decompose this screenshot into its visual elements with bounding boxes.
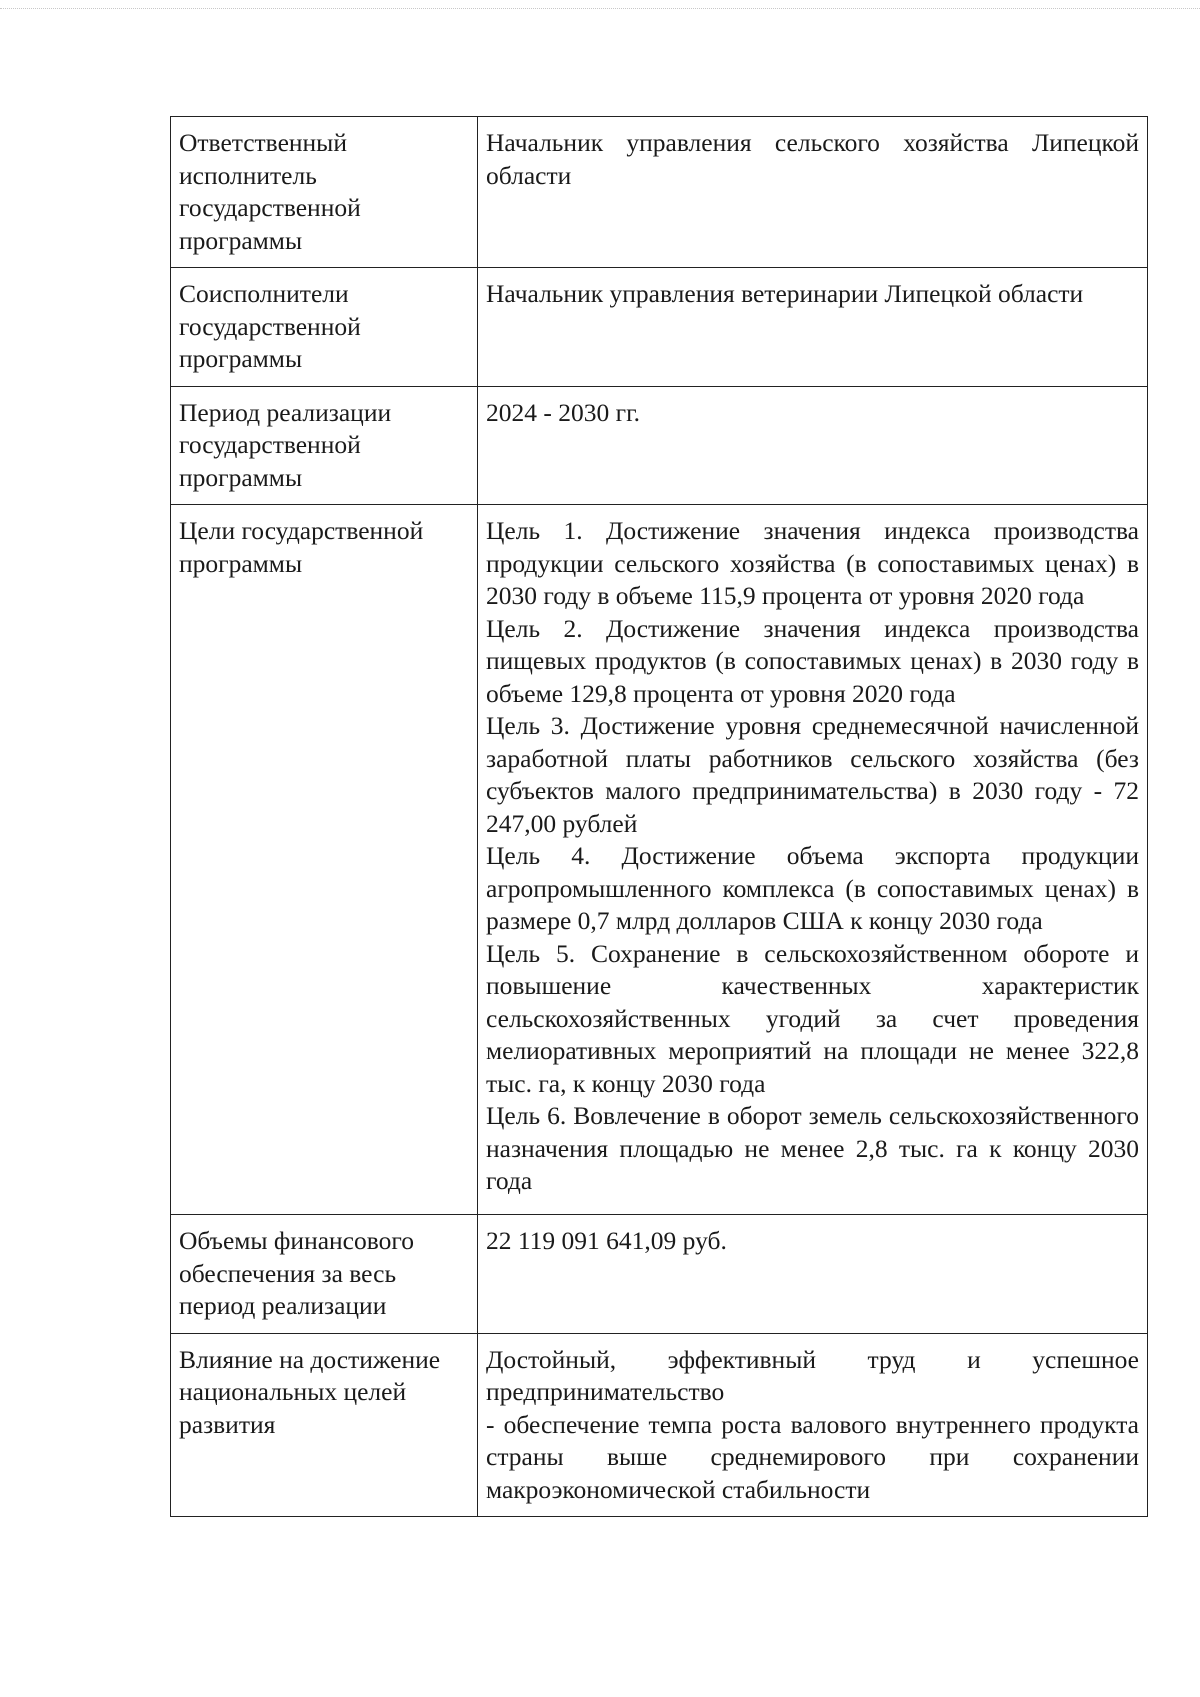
row-value bbox=[478, 386, 1148, 505]
row-value bbox=[478, 268, 1148, 387]
scan-edge-line bbox=[0, 8, 1200, 9]
row-label: Период реализации государственной программы bbox=[171, 386, 478, 505]
row-value bbox=[478, 117, 1148, 268]
table-row bbox=[171, 268, 1148, 387]
goal-3: Цель 3. Достижение уровня среднемесячной начисленной заработной платы работников сельского хозяйства (без субъектов малого предпринимательства) в 2030 году - 72 247,00 рублей bbox=[486, 711, 1139, 838]
table-row bbox=[171, 505, 1148, 1215]
value-paragraph: Начальник управления ветеринарии Липецкой области bbox=[486, 279, 1084, 308]
value-paragraph: 2024 - 2030 гг. bbox=[486, 397, 641, 427]
value-paragraph: Начальник управления сельского хозяйства Липецкой области bbox=[486, 128, 1139, 190]
value-paragraph: 22 119 091 641,09 руб. bbox=[486, 1226, 727, 1255]
row-label: Соисполнители государственной программы bbox=[171, 268, 478, 387]
table-row bbox=[171, 1215, 1148, 1334]
row-label: Влияние на достижение национальных целей развития bbox=[171, 1333, 478, 1517]
goal-6: Цель 6. Вовлечение в оборот земель сельскохозяйственного назначения площадью не менее 2,8 тыс. га к концу 2030 года bbox=[486, 1101, 1139, 1195]
program-passport-table bbox=[170, 116, 1148, 1517]
goal-2: Цель 2. Достижение значения индекса производства пищевых продуктов (в сопоставимых ценах) в 2030 году в объеме 129,8 процента от уровня 2020 года bbox=[486, 613, 1139, 708]
goal-5: Цель 5. Сохранение в сельскохозяйственном обороте и повышение качественных характеристик сельскохозяйственных угодий за счет проведения мелиоративных мероприятий на площади не менее 322,8 тыс. га, к концу 2030 года bbox=[486, 938, 1139, 1098]
goal-4: Цель 4. Достижение объема экспорта продукции агропромышленного комплекса (в сопоставимых ценах) в размере 0,7 млрд долларов США к концу 2030 года bbox=[486, 841, 1139, 935]
table-row bbox=[171, 117, 1148, 268]
row-value bbox=[478, 505, 1148, 1215]
row-value bbox=[478, 1215, 1148, 1334]
row-label: Ответственный исполнитель государственной программы bbox=[171, 117, 478, 268]
value-paragraph: Достойный, эффективный труд и успешное предпринимательство bbox=[486, 1344, 1139, 1406]
row-label: Объемы финансового обеспечения за весь период реализации bbox=[171, 1215, 478, 1334]
table-row bbox=[171, 1333, 1148, 1517]
goal-1: Цель 1. Достижение значения индекса производства продукции сельского хозяйства (в сопоставимых ценах) в 2030 году в объеме 115,9 процента от уровня 2020 года bbox=[486, 516, 1139, 610]
value-paragraph: - обеспечение темпа роста валового внутреннего продукта страны выше среднемирового при сохранении макроэкономической стабильности bbox=[486, 1409, 1139, 1504]
row-label: Цели государственной программы bbox=[171, 505, 478, 1215]
table-row bbox=[171, 386, 1148, 505]
row-value bbox=[478, 1333, 1148, 1517]
